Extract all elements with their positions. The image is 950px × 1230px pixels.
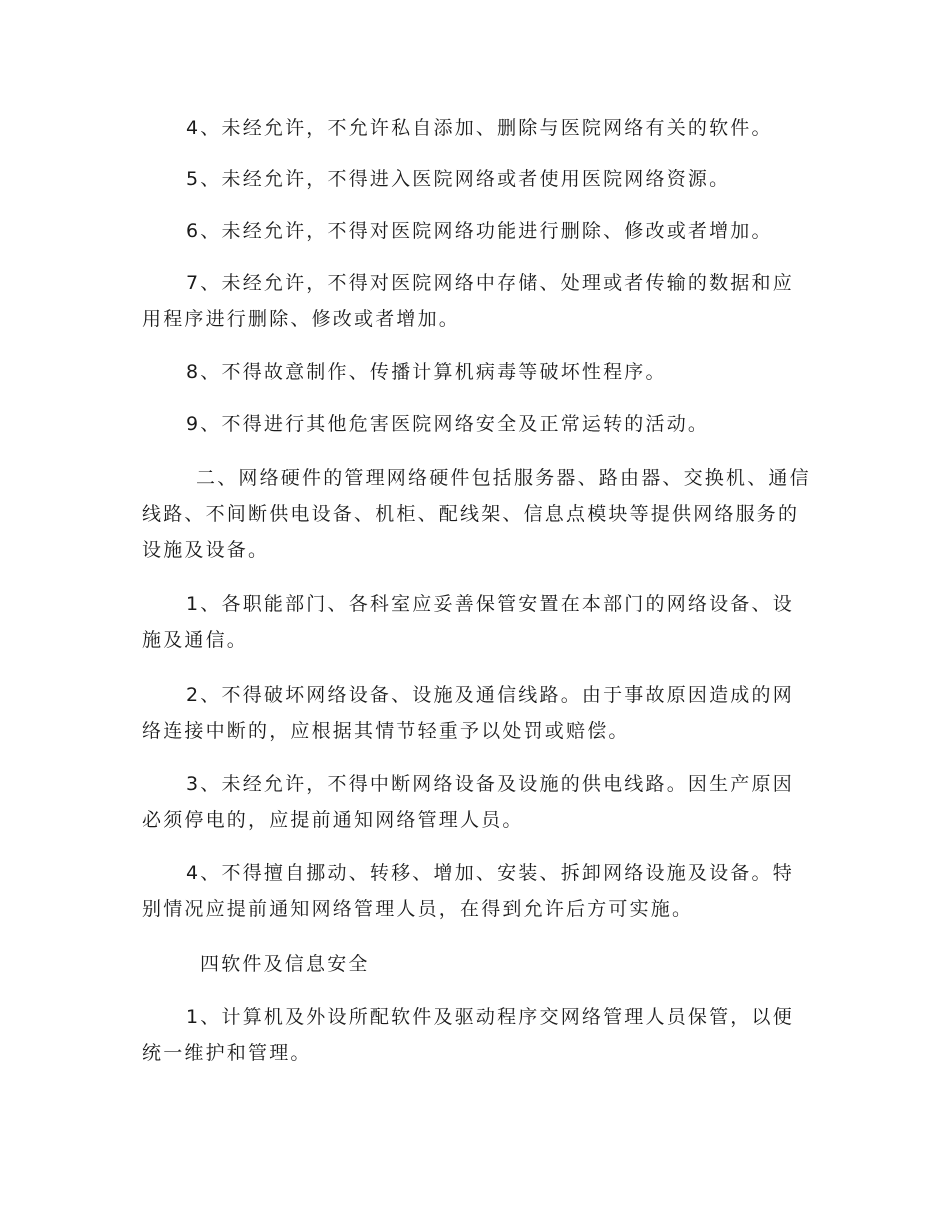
- paragraph-software-1: 1、计算机及外设所配软件及驱动程序交网络管理人员保管，以便统一维护和管理。: [142, 1006, 794, 1064]
- paragraph-hardware-3: 3、未经允许，不得中断网络设备及设施的供电线路。因生产原因必须停电的，应提前通知网络管理人员。: [142, 773, 794, 831]
- paragraph-hardware-1: 1、各职能部门、各科室应妥善保管安置在本部门的网络设备、设施及通信。: [142, 593, 794, 651]
- section-heading-software: 四软件及信息安全: [200, 953, 370, 975]
- paragraph-rule-8: 8、不得故意制作、传播计算机病毒等破坏性程序。: [186, 361, 667, 383]
- paragraph-hardware-4: 4、不得擅自挪动、转移、增加、安装、拆卸网络设施及设备。特别情况应提前通知网络管理人员，在得到允许后方可实施。: [142, 862, 794, 920]
- paragraph-rule-4: 4、未经允许，不允许私自添加、删除与医院网络有关的软件。: [186, 117, 773, 139]
- paragraph-rule-9: 9、不得进行其他危害医院网络安全及正常运转的活动。: [186, 413, 710, 435]
- paragraph-rule-5: 5、未经允许，不得进入医院网络或者使用医院网络资源。: [186, 168, 731, 190]
- paragraph-hardware-2: 2、不得破坏网络设备、设施及通信线路。由于事故原因造成的网络连接中断的，应根据其情节轻重予以处罚或赔偿。: [142, 684, 794, 742]
- paragraph-rule-7: 7、未经允许，不得对医院网络中存储、处理或者传输的数据和应用程序进行删除、修改或者增加。: [142, 272, 794, 330]
- section-heading-hardware: 二、网络硬件的管理网络硬件包括服务器、路由器、交换机、通信线路、不间断供电设备、机柜、配线架、信息点模块等提供网络服务的设施及设备。: [142, 467, 811, 561]
- paragraph-rule-6: 6、未经允许，不得对医院网络功能进行删除、修改或者增加。: [186, 220, 773, 242]
